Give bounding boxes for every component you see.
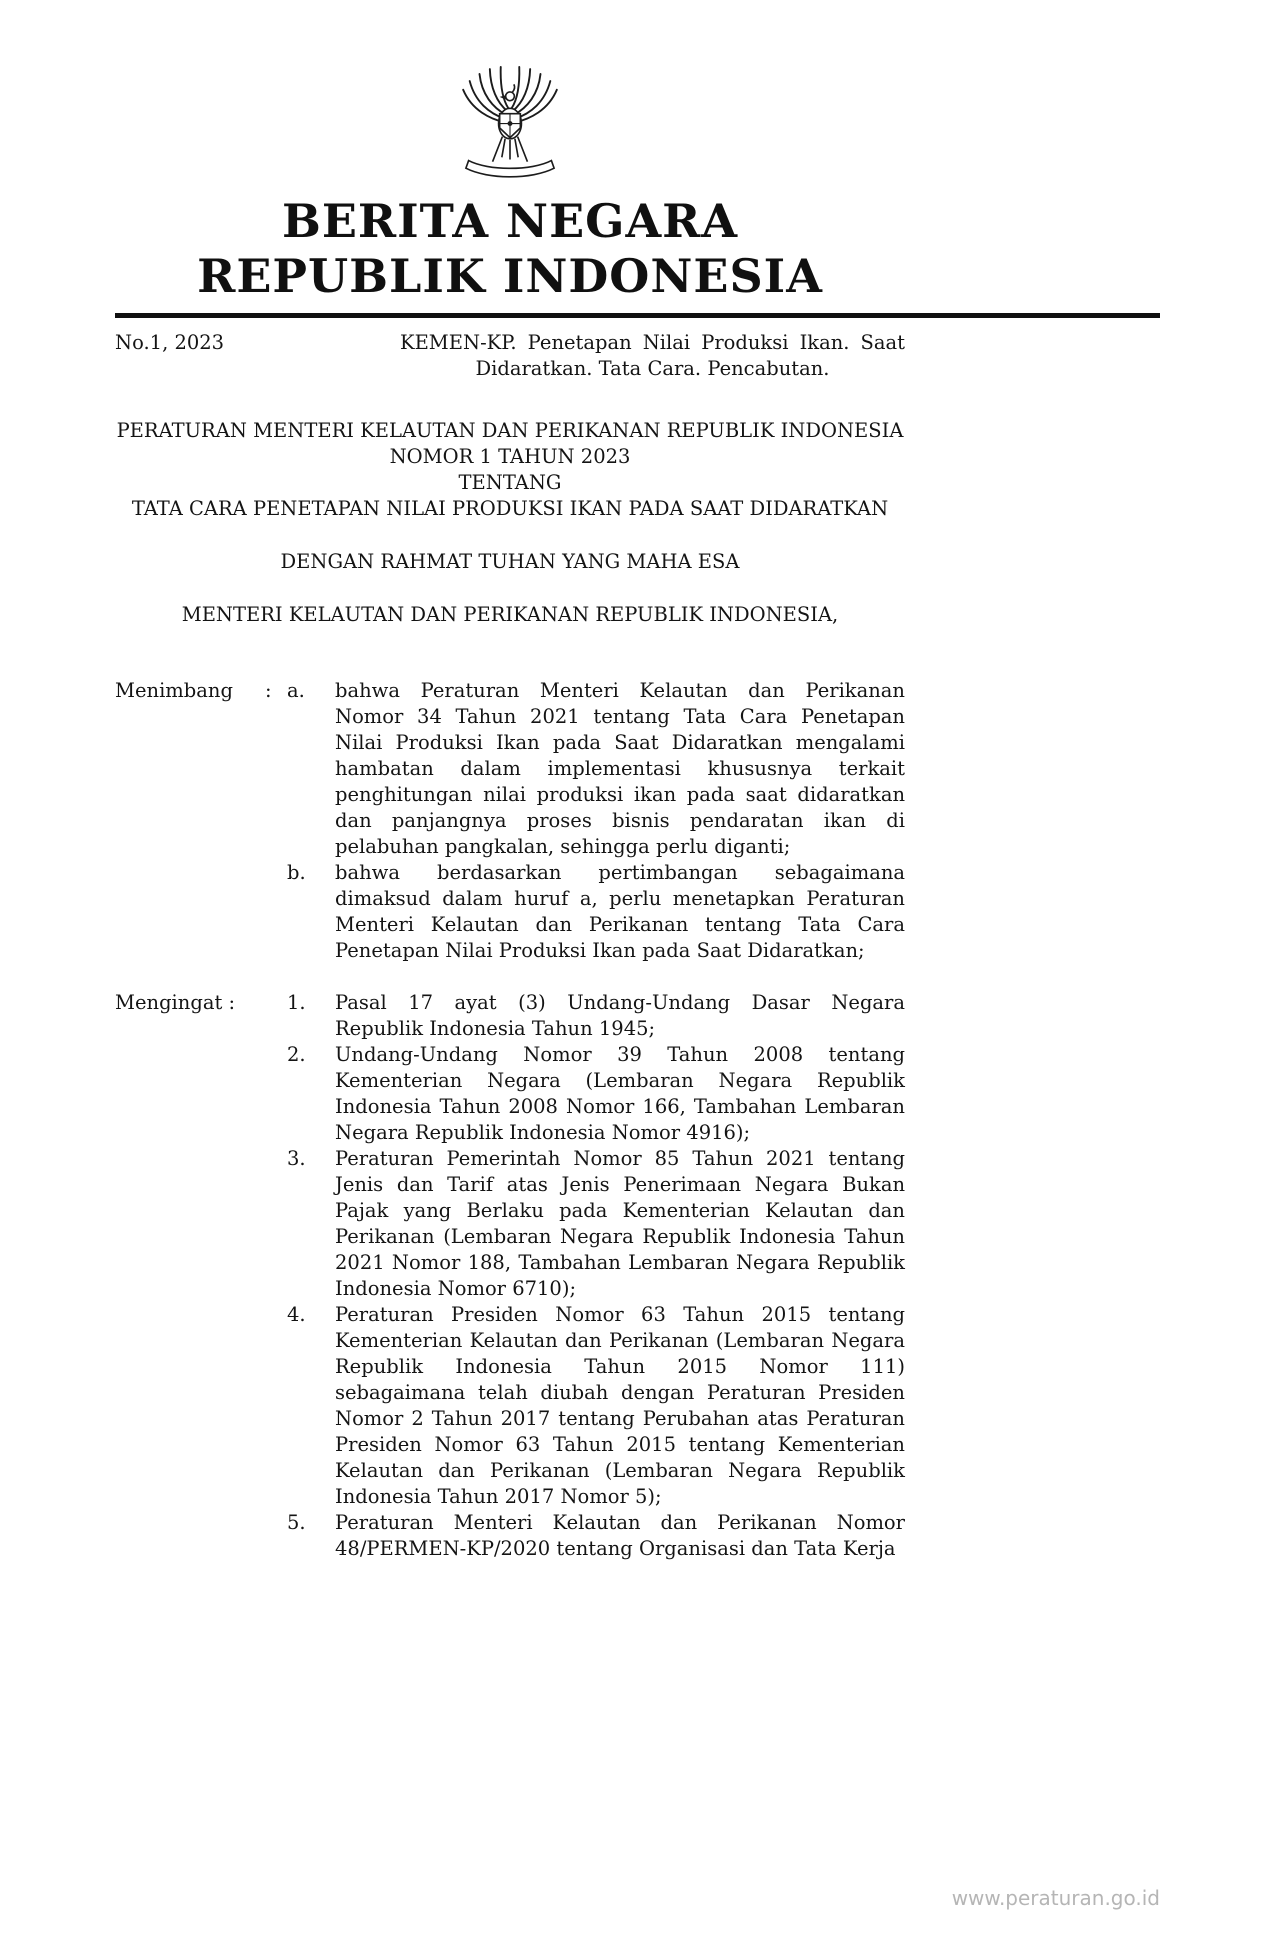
mengingat-item-3-marker: 3. xyxy=(287,1147,306,1170)
menimbang-item-a-text: bahwa Peraturan Menteri Kelautan dan Perikanan Nomor 34 Tahun 2021 tentang Tata Cara Penetapan Nilai Produksi Ikan pada Saat Didaratkan mengalami hambatan dalam implementasi khususnya terkait penghitungan nilai produksi ikan pada saat didaratkan dan panjangnya proses bisnis pendaratan ikan di pelabuhan pangkalan, sehingga perlu diganti; xyxy=(335,679,905,858)
spacer xyxy=(115,1302,287,1510)
mengingat-label: Mengingat : xyxy=(115,991,236,1014)
issue-subject: KEMEN-KP. Penetapan Nilai Produksi Ikan. Saat Didaratkan. Tata Cara. Pencabutan. xyxy=(400,331,905,380)
mengingat-item-4-text: Peraturan Presiden Nomor 63 Tahun 2015 tentang Kementerian Kelautan dan Perikanan (Lembaran Negara Republik Indonesia Tahun 2015 Nomor 111) sebagaimana telah diubah dengan Peraturan Presiden Nomor 2 Tahun 2017 tentang Perubahan atas Peraturan Presiden Nomor 63 Tahun 2015 tentang Kementerian Kelautan dan Perikanan (Lembaran Negara Republik Indonesia Tahun 2017 Nomor 5); xyxy=(335,1303,905,1508)
menimbang-label: Menimbang xyxy=(115,679,233,702)
regulation-title-line4: TATA CARA PENETAPAN NILAI PRODUKSI IKAN PADA SAAT DIDARATKAN xyxy=(131,497,889,520)
regulation-title-block xyxy=(115,418,905,628)
regulation-title-line2: NOMOR 1 TAHUN 2023 xyxy=(389,445,631,468)
clauses xyxy=(115,678,905,1562)
menimbang-item-a-marker: a. xyxy=(287,679,305,702)
masthead-title-line1: BERITA NEGARA xyxy=(281,194,739,248)
issue-row xyxy=(115,330,905,382)
menimbang-item-b-marker: b. xyxy=(287,861,306,884)
mengingat-section xyxy=(115,990,905,1562)
mengingat-item-1-text: Pasal 17 ayat (3) Undang-Undang Dasar Negara Republik Indonesia Tahun 1945; xyxy=(335,991,905,1040)
spacer xyxy=(115,1146,287,1302)
menimbang-section xyxy=(115,678,905,964)
spacer xyxy=(115,860,287,964)
mengingat-item-3-text: Peraturan Pemerintah Nomor 85 Tahun 2021 tentang Jenis dan Tarif atas Jenis Penerimaan Negara Bukan Pajak yang Berlaku pada Kementerian Kelautan dan Perikanan (Lembaran Negara Republik Indonesia Tahun 2021 Nomor 188, Tambahan Lembaran Negara Republik Indonesia Nomor 6710); xyxy=(335,1147,905,1300)
masthead-title-line2: REPUBLIK INDONESIA xyxy=(197,249,823,303)
mengingat-item-2-text: Undang-Undang Nomor 39 Tahun 2008 tentang Kementerian Negara (Lembaran Negara Republik Indonesia Tahun 2008 Nomor 166, Tambahan Lembaran Negara Republik Indonesia Nomor 4916); xyxy=(335,1043,905,1144)
authority-line: MENTERI KELAUTAN DAN PERIKANAN REPUBLIK INDONESIA, xyxy=(181,603,839,626)
emblem-container xyxy=(115,0,905,184)
spacer xyxy=(115,1042,287,1146)
mengingat-item-1-marker: 1. xyxy=(287,991,306,1014)
garuda-pancasila-icon xyxy=(450,56,570,184)
invocation-line: DENGAN RAHMAT TUHAN YANG MAHA ESA xyxy=(280,550,740,573)
footer-watermark: www.peraturan.go.id xyxy=(951,1886,1160,1910)
masthead xyxy=(115,194,905,304)
mengingat-item-2-marker: 2. xyxy=(287,1043,306,1066)
mengingat-item-4-marker: 4. xyxy=(287,1303,306,1326)
mengingat-item-5-marker: 5. xyxy=(287,1511,306,1534)
spacer xyxy=(115,1510,287,1562)
regulation-title-line3: TENTANG xyxy=(458,471,562,494)
menimbang-colon: : xyxy=(265,679,272,702)
header-rule xyxy=(115,313,1160,318)
regulation-title-line1: PERATURAN MENTERI KELAUTAN DAN PERIKANAN REPUBLIK INDONESIA xyxy=(116,419,904,442)
menimbang-item-b-text: bahwa berdasarkan pertimbangan sebagaimana dimaksud dalam huruf a, perlu menetapkan Peraturan Menteri Kelautan dan Perikanan tentang Tata Cara Penetapan Nilai Produksi Ikan pada Saat Didaratkan; xyxy=(335,861,905,962)
mengingat-item-5-text: Peraturan Menteri Kelautan dan Perikanan Nomor 48/PERMEN-KP/2020 tentang Organisasi dan Tata Kerja xyxy=(335,1511,905,1560)
issue-number: No.1, 2023 xyxy=(115,331,225,354)
